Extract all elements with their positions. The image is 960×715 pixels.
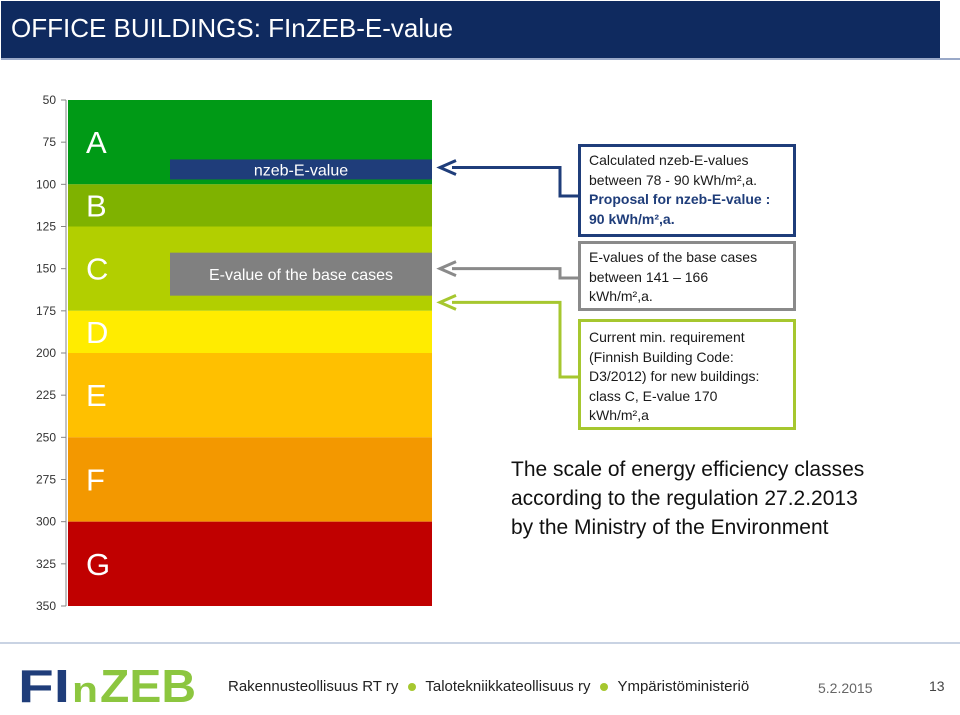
bullet-icon xyxy=(408,683,416,691)
bullet-icon xyxy=(600,683,608,691)
title-bar xyxy=(1,1,940,58)
requirement-box-line-5: kWh/m²,a xyxy=(589,407,649,423)
base-box-line-2: between 141 – 166 xyxy=(589,268,709,285)
footer-organizations xyxy=(228,678,749,695)
class-label-g: G xyxy=(86,546,111,582)
class-band-f xyxy=(68,437,432,521)
class-band-e xyxy=(68,353,432,437)
requirement-annotation-box xyxy=(578,319,796,430)
footer-org-2: Talotekniikkateollisuus ry xyxy=(425,678,591,695)
svg-text:FI: FI xyxy=(18,662,70,706)
base-box-line-1: E-values of the base cases xyxy=(589,249,758,265)
y-tick-label: 350 xyxy=(35,599,56,613)
footer-org-1: Rakennusteollisuus RT ry xyxy=(228,678,399,695)
class-label-b: B xyxy=(86,188,107,224)
page-title: OFFICE BUILDINGS: FInZEB-E-value xyxy=(11,13,454,43)
class-label-a: A xyxy=(86,125,107,161)
requirement-box-line-4: class C, E-value 170 xyxy=(589,387,718,404)
nzeb-box-line-1: Calculated nzeb-E-values xyxy=(589,152,749,168)
pointer-line-3 xyxy=(452,302,578,377)
nzeb-box-line-2: between 78 - 90 kWh/m²,a. xyxy=(589,171,758,188)
svg-text:n: n xyxy=(72,669,98,706)
y-tick-label: 175 xyxy=(35,303,56,318)
caption-line-1: The scale of energy efficiency classes xyxy=(511,458,865,481)
class-label-e: E xyxy=(86,378,107,414)
pointer-line-1 xyxy=(452,167,578,196)
pointer-arrows xyxy=(440,160,578,377)
chart-caption xyxy=(511,455,951,542)
footer-org-3: Ympäristöministeriö xyxy=(617,678,750,695)
caption-line-2: according to the regulation 27.2.2013 xyxy=(511,487,858,510)
class-label-c: C xyxy=(86,251,109,287)
y-tick-label: 300 xyxy=(35,514,56,529)
class-band-d xyxy=(68,311,432,353)
marker-label-1: nzeb-E-value xyxy=(253,162,349,180)
y-tick-label: 100 xyxy=(35,177,56,192)
caption-line-3: by the Ministry of the Environment xyxy=(511,516,829,539)
base-box-line-3: kWh/m²,a. xyxy=(589,288,653,304)
title-divider xyxy=(1,58,960,60)
y-tick-label: 275 xyxy=(35,472,56,487)
y-tick-label: 250 xyxy=(35,430,56,445)
marker-label-2: E-value of the base cases xyxy=(208,267,394,285)
svg-text:ZEB: ZEB xyxy=(100,662,196,706)
class-band-b xyxy=(68,184,432,226)
y-tick-label: 150 xyxy=(35,261,56,276)
nzeb-box-line-4: 90 kWh/m²,a. xyxy=(589,210,675,227)
pointer-line-2 xyxy=(452,269,578,278)
requirement-box-line-2: (Finnish Building Code: xyxy=(589,348,734,365)
class-band-g xyxy=(68,522,432,606)
class-label-f: F xyxy=(86,462,105,498)
base-cases-annotation-box xyxy=(578,241,796,311)
nzeb-annotation-box xyxy=(578,144,796,237)
requirement-box-line-1: Current min. requirement xyxy=(589,329,745,345)
class-label-d: D xyxy=(86,314,109,350)
y-tick-label: 50 xyxy=(42,93,56,107)
y-tick-label: 325 xyxy=(35,556,56,571)
finzeb-logo xyxy=(18,662,198,706)
page-number: 13 xyxy=(929,678,945,694)
y-tick-label: 200 xyxy=(35,346,56,360)
footer-divider xyxy=(0,642,960,644)
y-tick-label: 225 xyxy=(35,388,56,403)
footer-date: 5.2.2015 xyxy=(818,680,873,696)
y-tick-label: 125 xyxy=(35,219,56,234)
requirement-box-line-3: D3/2012) for new buildings: xyxy=(589,368,760,384)
y-tick-label: 75 xyxy=(42,135,56,150)
nzeb-box-line-3: Proposal for nzeb-E-value : xyxy=(589,191,771,207)
y-axis xyxy=(36,93,66,613)
